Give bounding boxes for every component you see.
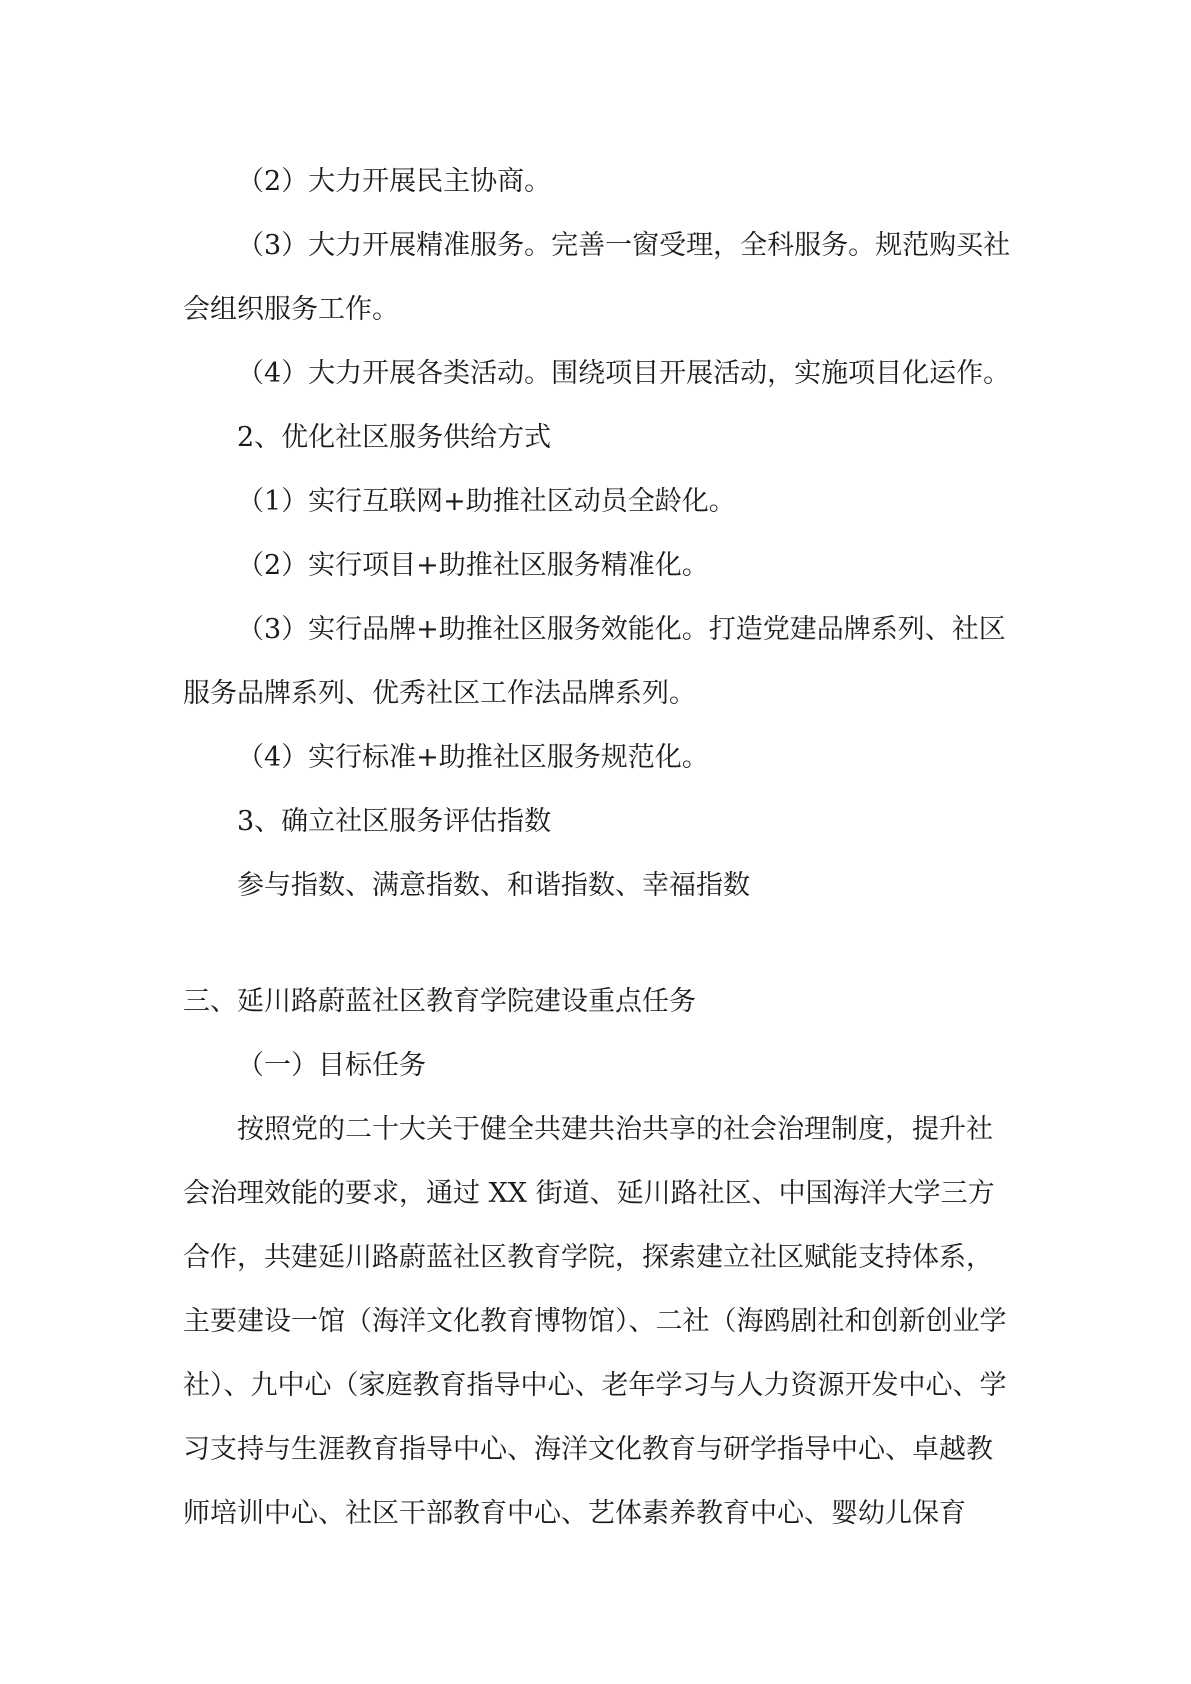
section-heading-2-service-supply: 2、优化社区服务供给方式: [237, 422, 552, 453]
paragraph-goals-body: 按照党的二十大关于健全共建共治共享的社会治理制度，提升社会治理效能的要求，通过 XX 街道、延川路社区、中国海洋大学三方合作，共建延川路蔚蓝社区教育学院，探索建立社区赋能支持体系，主要建设一馆（海洋文化教育博物馆）、二社（海鸥剧社和创新创业学社）、九中心（家庭教育指导中心、老年学习与人力资源开发中心、学习支持与生涯教育指导中心、海洋文化教育与研学指导中心、卓越教师培训中心、社区干部教育中心、艺体素养教育中心、婴幼儿保育: [183, 1114, 1007, 1529]
document-body: [183, 150, 1013, 1546]
paragraph-item-4-standard: （4）实行标准+助推社区服务规范化。: [237, 742, 709, 773]
chapter-heading-three: 三、延川路蔚蓝社区教育学院建设重点任务: [183, 986, 696, 1017]
subheading-goals: （一）目标任务: [237, 1050, 426, 1081]
paragraph-index-list: 参与指数、满意指数、和谐指数、幸福指数: [237, 870, 750, 901]
paragraph-item-2-democratic-consultation: （2）大力开展民主协商。: [237, 166, 552, 197]
paragraph-item-1-internet: （1）实行互联网+助推社区动员全龄化。: [237, 486, 736, 517]
paragraph-item-3-precise-service: （3）大力开展精准服务。完善一窗受理，全科服务。规范购买社会组织服务工作。: [183, 230, 1011, 325]
section-heading-3-evaluation-index: 3、确立社区服务评估指数: [237, 806, 552, 837]
paragraph-item-2-project: （2）实行项目+助推社区服务精准化。: [237, 550, 709, 581]
paragraph-item-3-brand: （3）实行品牌+助推社区服务效能化。打造党建品牌系列、社区服务品牌系列、优秀社区工作法品牌系列。: [183, 614, 1006, 709]
paragraph-item-4-activities: （4）大力开展各类活动。围绕项目开展活动，实施项目化运作。: [237, 358, 1011, 389]
section-gap: [183, 918, 1013, 970]
